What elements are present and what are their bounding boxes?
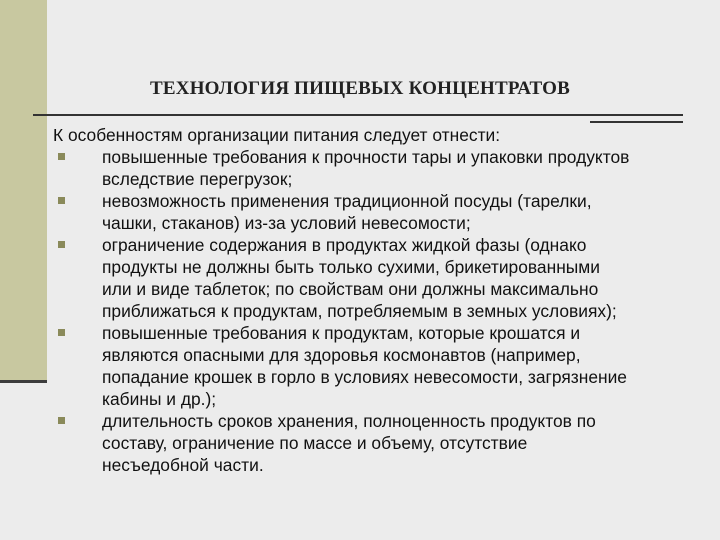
bullet-text (102, 146, 718, 190)
bullet-item (58, 146, 718, 190)
bullet-line: повышенные требования к продуктам, которые крошатся и (102, 323, 581, 343)
bullet-item (58, 322, 718, 410)
intro-text: К особенностям организации питания следует отнести: (53, 125, 501, 145)
bullet-line: невозможность применения традиционной посуды (тарелки, (102, 191, 592, 211)
square-bullet-icon (58, 153, 65, 160)
square-bullet-icon (58, 417, 65, 424)
bullet-line: попадание крошек в горло в условиях невесомости, загрязнение (102, 367, 627, 387)
title-rule-accent (590, 121, 683, 123)
bullet-line: кабины и др.); (102, 389, 217, 409)
bullet-text (102, 190, 718, 234)
bullet-item (58, 234, 718, 322)
bullet-list (58, 146, 718, 476)
square-bullet-icon (58, 329, 65, 336)
bullet-line: или и виде таблеток; по свойствам они должны максимально (102, 279, 599, 299)
bullet-line: повышенные требования к прочности тары и упаковки продуктов (102, 147, 630, 167)
bullet-line: вследствие перегрузок; (102, 169, 293, 189)
bullet-line: ограничение содержания в продуктах жидкой фазы (однако (102, 235, 587, 255)
side-bar-underline (0, 380, 47, 383)
bullet-line: являются опасными для здоровья космонавтов (например, (102, 345, 581, 365)
bullet-line: несъедобной части. (102, 455, 264, 475)
bullet-line: чашки, стаканов) из-за условий невесомости; (102, 213, 471, 233)
bullet-line: составу, ограничение по массе и объему, отсутствие (102, 433, 528, 453)
bullet-text (102, 322, 718, 410)
square-bullet-icon (58, 197, 65, 204)
slide-title: ТЕХНОЛОГИЯ ПИЩЕВЫХ КОНЦЕНТРАТОВ (150, 78, 570, 99)
square-bullet-icon (58, 241, 65, 248)
title-rule (33, 114, 683, 116)
bullet-line: длительность сроков хранения, полноценность продуктов по (102, 411, 596, 431)
bullet-text (102, 410, 718, 476)
bullet-item (58, 190, 718, 234)
bullet-item (58, 410, 718, 476)
bullet-line: приближаться к продуктам, потребляемым в земных условиях); (102, 301, 617, 321)
bullet-text (102, 234, 718, 322)
bullet-line: продукты не должны быть только сухими, брикетированными (102, 257, 600, 277)
decorative-side-bar (0, 0, 47, 380)
